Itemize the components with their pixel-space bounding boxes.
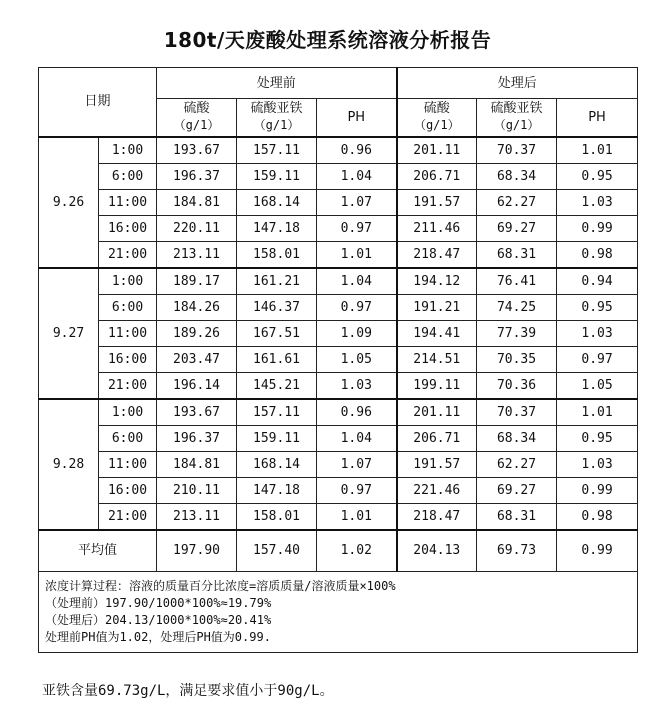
- unit-label: （g/1）: [413, 118, 460, 133]
- before-ph-cell: 1.04: [317, 425, 397, 451]
- after-ferrous-cell: 70.36: [477, 372, 557, 399]
- after-ferrous-cell: 68.31: [477, 503, 557, 530]
- before-sulfuric-header: [157, 99, 237, 137]
- before-ph-header: PH: [317, 99, 397, 137]
- after-ferrous-cell: 76.41: [477, 268, 557, 295]
- table-row: [39, 137, 638, 164]
- average-before-ph: 1.02: [317, 530, 397, 572]
- before-ferrous-cell: 161.61: [237, 346, 317, 372]
- before-ferrous-cell: 159.11: [237, 163, 317, 189]
- time-cell: 1:00: [99, 268, 157, 295]
- after-ferrous-cell: 69.27: [477, 215, 557, 241]
- average-before-ferrous: 157.40: [237, 530, 317, 572]
- note-line: 浓度计算过程：溶液的质量百分比浓度=溶质质量/溶液质量×100%: [45, 579, 396, 593]
- before-ferrous-cell: 146.37: [237, 294, 317, 320]
- after-ph-cell: 0.98: [557, 503, 638, 530]
- after-ferrous-cell: 68.34: [477, 425, 557, 451]
- time-cell: 11:00: [99, 189, 157, 215]
- before-ferrous-cell: 145.21: [237, 372, 317, 399]
- note-line: 处理前PH值为1.02，处理后PH值为0.99.: [45, 630, 271, 644]
- calculation-notes: [39, 572, 638, 653]
- conclusion-text: 亚铁含量69.73g/L，满足要求值小于90g/L。: [42, 683, 334, 699]
- after-ferrous-cell: 74.25: [477, 294, 557, 320]
- after-ferrous-header: [477, 99, 557, 137]
- after-sulfuric-cell: 191.57: [397, 451, 477, 477]
- after-ph-cell: 0.99: [557, 477, 638, 503]
- table-row: [39, 477, 638, 503]
- after-ph-cell: 0.95: [557, 425, 638, 451]
- average-after-ph: 0.99: [557, 530, 638, 572]
- after-ph-cell: 1.01: [557, 137, 638, 164]
- average-after-ferrous: 69.73: [477, 530, 557, 572]
- before-sulfuric-cell: 189.26: [157, 320, 237, 346]
- after-ferrous-cell: 70.37: [477, 399, 557, 426]
- before-sulfuric-cell: 184.81: [157, 451, 237, 477]
- before-ph-cell: 0.96: [317, 137, 397, 164]
- after-ferrous-cell: 70.35: [477, 346, 557, 372]
- after-ph-cell: 1.03: [557, 451, 638, 477]
- time-cell: 6:00: [99, 425, 157, 451]
- before-sulfuric-cell: 213.11: [157, 241, 237, 268]
- ferrous-label: 硫酸亚铁: [250, 101, 303, 117]
- unit-label: （g/1）: [493, 118, 540, 133]
- before-ph-cell: 0.97: [317, 294, 397, 320]
- after-sulfuric-header: [397, 99, 477, 137]
- average-label: 平均值: [39, 530, 157, 572]
- before-sulfuric-cell: 193.67: [157, 399, 237, 426]
- before-ferrous-cell: 159.11: [237, 425, 317, 451]
- average-after-sulfuric: 204.13: [397, 530, 477, 572]
- before-sulfuric-cell: 184.81: [157, 189, 237, 215]
- unit-label: （g/1）: [173, 118, 220, 133]
- time-cell: 16:00: [99, 215, 157, 241]
- after-ph-header: PH: [557, 99, 638, 137]
- after-ph-cell: 0.95: [557, 163, 638, 189]
- before-ferrous-cell: 147.18: [237, 215, 317, 241]
- after-ph-cell: 1.03: [557, 189, 638, 215]
- after-ph-cell: 1.03: [557, 320, 638, 346]
- note-line: （处理前）197.90/1000*100%≈19.79%: [45, 596, 272, 610]
- before-ferrous-header: [237, 99, 317, 137]
- table-row: [39, 346, 638, 372]
- time-cell: 1:00: [99, 137, 157, 164]
- after-sulfuric-cell: 199.11: [397, 372, 477, 399]
- after-sulfuric-cell: 214.51: [397, 346, 477, 372]
- table-row: [39, 399, 638, 426]
- date-cell: 9.27: [39, 268, 99, 399]
- before-ph-cell: 1.01: [317, 241, 397, 268]
- after-ph-cell: 0.98: [557, 241, 638, 268]
- before-ph-cell: 0.97: [317, 215, 397, 241]
- after-sulfuric-cell: 206.71: [397, 163, 477, 189]
- before-header: 处理前: [157, 68, 397, 99]
- before-ferrous-cell: 168.14: [237, 451, 317, 477]
- date-cell: 9.28: [39, 399, 99, 530]
- analysis-table: [38, 67, 638, 653]
- after-ph-cell: 1.05: [557, 372, 638, 399]
- time-cell: 21:00: [99, 372, 157, 399]
- before-ph-cell: 1.09: [317, 320, 397, 346]
- table-row: [39, 425, 638, 451]
- table-row: [39, 215, 638, 241]
- time-cell: 11:00: [99, 320, 157, 346]
- after-sulfuric-cell: 201.11: [397, 137, 477, 164]
- before-ferrous-cell: 158.01: [237, 503, 317, 530]
- time-cell: 6:00: [99, 163, 157, 189]
- before-ferrous-cell: 157.11: [237, 137, 317, 164]
- time-cell: 21:00: [99, 241, 157, 268]
- before-sulfuric-cell: 210.11: [157, 477, 237, 503]
- before-ferrous-cell: 167.51: [237, 320, 317, 346]
- after-sulfuric-cell: 221.46: [397, 477, 477, 503]
- table-row: [39, 294, 638, 320]
- time-cell: 6:00: [99, 294, 157, 320]
- table-row: [39, 268, 638, 295]
- table-row: [39, 163, 638, 189]
- after-sulfuric-cell: 218.47: [397, 241, 477, 268]
- after-ferrous-cell: 69.27: [477, 477, 557, 503]
- before-ferrous-cell: 168.14: [237, 189, 317, 215]
- after-sulfuric-cell: 194.41: [397, 320, 477, 346]
- after-ph-cell: 0.99: [557, 215, 638, 241]
- before-ph-cell: 1.07: [317, 189, 397, 215]
- after-ferrous-cell: 68.34: [477, 163, 557, 189]
- before-ph-cell: 1.03: [317, 372, 397, 399]
- table-row: [39, 320, 638, 346]
- after-sulfuric-cell: 211.46: [397, 215, 477, 241]
- table-row: [39, 189, 638, 215]
- average-before-sulfuric: 197.90: [157, 530, 237, 572]
- after-ph-cell: 0.97: [557, 346, 638, 372]
- time-cell: 11:00: [99, 451, 157, 477]
- before-ph-cell: 0.96: [317, 399, 397, 426]
- before-sulfuric-cell: 220.11: [157, 215, 237, 241]
- table-row: [39, 241, 638, 268]
- before-ph-cell: 1.04: [317, 163, 397, 189]
- after-ferrous-cell: 62.27: [477, 451, 557, 477]
- before-ferrous-cell: 147.18: [237, 477, 317, 503]
- table-row: [39, 451, 638, 477]
- table-row: [39, 503, 638, 530]
- time-cell: 16:00: [99, 477, 157, 503]
- unit-label: （g/1）: [253, 118, 300, 133]
- before-sulfuric-cell: 184.26: [157, 294, 237, 320]
- after-ph-cell: 0.95: [557, 294, 638, 320]
- after-sulfuric-cell: 191.57: [397, 189, 477, 215]
- before-ferrous-cell: 161.21: [237, 268, 317, 295]
- before-sulfuric-cell: 203.47: [157, 346, 237, 372]
- after-header: 处理后: [397, 68, 638, 99]
- after-ferrous-cell: 70.37: [477, 137, 557, 164]
- before-sulfuric-cell: 213.11: [157, 503, 237, 530]
- date-header: 日期: [39, 68, 157, 137]
- sulfuric-label: 硫酸: [183, 101, 210, 117]
- before-ferrous-cell: 157.11: [237, 399, 317, 426]
- before-sulfuric-cell: 196.37: [157, 163, 237, 189]
- after-ph-cell: 0.94: [557, 268, 638, 295]
- after-sulfuric-cell: 194.12: [397, 268, 477, 295]
- table-row: [39, 372, 638, 399]
- before-ph-cell: 1.07: [317, 451, 397, 477]
- date-cell: 9.26: [39, 137, 99, 268]
- before-ph-cell: 0.97: [317, 477, 397, 503]
- ferrous-label: 硫酸亚铁: [490, 101, 543, 117]
- before-ph-cell: 1.01: [317, 503, 397, 530]
- after-sulfuric-cell: 218.47: [397, 503, 477, 530]
- before-sulfuric-cell: 189.17: [157, 268, 237, 295]
- before-ph-cell: 1.05: [317, 346, 397, 372]
- sulfuric-label: 硫酸: [423, 101, 450, 117]
- before-sulfuric-cell: 196.14: [157, 372, 237, 399]
- after-ph-cell: 1.01: [557, 399, 638, 426]
- after-sulfuric-cell: 201.11: [397, 399, 477, 426]
- after-ferrous-cell: 77.39: [477, 320, 557, 346]
- after-ferrous-cell: 62.27: [477, 189, 557, 215]
- before-sulfuric-cell: 196.37: [157, 425, 237, 451]
- time-cell: 1:00: [99, 399, 157, 426]
- before-sulfuric-cell: 193.67: [157, 137, 237, 164]
- after-sulfuric-cell: 206.71: [397, 425, 477, 451]
- report-title: 180t/天废酸处理系统溶液分析报告: [163, 28, 492, 52]
- note-line: （处理后）204.13/1000*100%≈20.41%: [45, 613, 272, 627]
- after-ferrous-cell: 68.31: [477, 241, 557, 268]
- before-ferrous-cell: 158.01: [237, 241, 317, 268]
- after-sulfuric-cell: 191.21: [397, 294, 477, 320]
- time-cell: 16:00: [99, 346, 157, 372]
- time-cell: 21:00: [99, 503, 157, 530]
- before-ph-cell: 1.04: [317, 268, 397, 295]
